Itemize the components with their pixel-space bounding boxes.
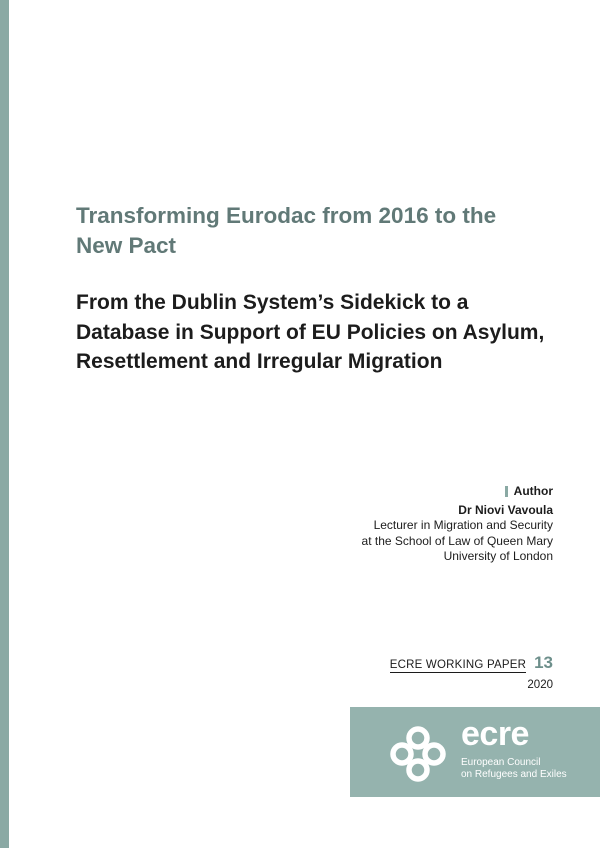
logo-tagline bbox=[461, 757, 567, 781]
logo-wordmark: ecre bbox=[461, 715, 529, 753]
logo-tagline-line: European Council bbox=[461, 757, 541, 768]
document-title: Transforming Eurodac from 2016 to the New Pact bbox=[76, 203, 497, 258]
ecre-logo bbox=[350, 707, 600, 797]
ecre-ring-logo-icon bbox=[388, 724, 448, 784]
author-heading-label: Author bbox=[513, 484, 553, 498]
series-number: 13 bbox=[534, 653, 553, 672]
author-block bbox=[362, 484, 553, 565]
series-label: ECRE WORKING PAPER bbox=[389, 659, 527, 671]
logo-tagline-line: on Refugees and Exiles bbox=[461, 769, 567, 780]
left-accent-bar bbox=[0, 0, 9, 848]
series-year: 2020 bbox=[527, 679, 553, 691]
author-affiliation-line: at the School of Law of Queen Mary bbox=[361, 533, 553, 548]
author-heading bbox=[362, 484, 553, 500]
author-affiliation-line: University of London bbox=[443, 549, 553, 563]
series-block bbox=[390, 653, 553, 691]
author-marker-icon bbox=[505, 486, 508, 497]
document-subtitle: From the Dublin System’s Sidekick to a Database in Support of EU Policies on Asylum, Resettlement and Irregular Migration bbox=[76, 291, 545, 373]
author-affiliation-line: Lecturer in Migration and Security bbox=[373, 518, 553, 532]
author-name: Dr Niovi Vavoula bbox=[458, 502, 553, 517]
series-line bbox=[390, 653, 553, 673]
